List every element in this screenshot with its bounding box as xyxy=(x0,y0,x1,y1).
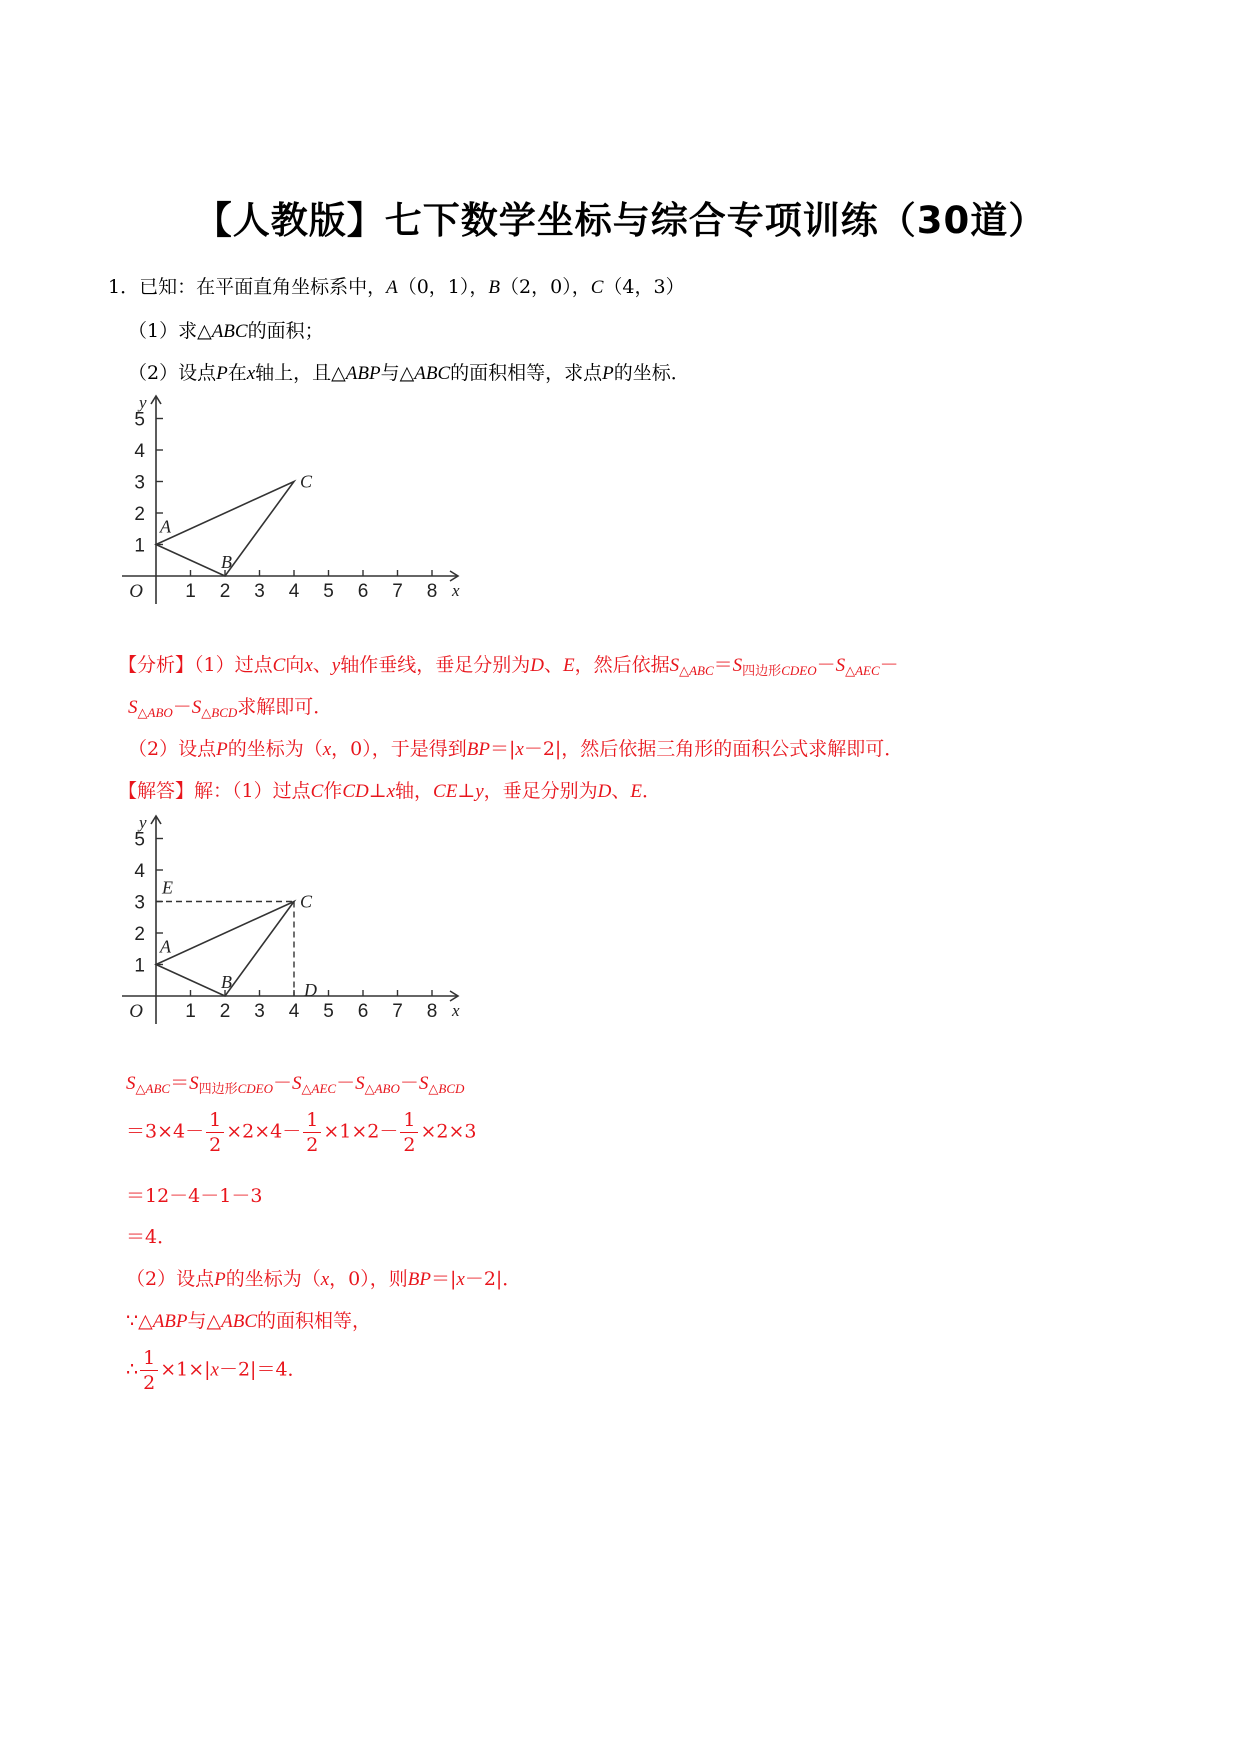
coordinate-figure-1 xyxy=(118,390,478,612)
page-title: 【人教版】七下数学坐标与综合专项训练（30道） xyxy=(194,199,1047,242)
problem-stem: 1．已知：在平面直角坐标系中，A（0，1），B（2，0），C（4，3） xyxy=(108,276,685,298)
origin-label: O xyxy=(129,1001,143,1022)
x-tick-label: 6 xyxy=(357,1001,369,1022)
x-tick-label: 3 xyxy=(254,581,265,602)
point-label-a: A xyxy=(160,936,171,957)
y-tick-label: 4 xyxy=(134,861,145,882)
x-tick-label: 7 xyxy=(392,1001,403,1022)
fraction: $\frac{1}{2}$ xyxy=(140,1346,158,1395)
x-tick-label: 2 xyxy=(219,1001,231,1022)
point-label-b: B xyxy=(221,552,232,572)
point-label-a: A xyxy=(160,516,171,537)
y-tick-label: 4 xyxy=(134,441,145,462)
question-2: （2）设点P在x轴上，且△ABP与△ABC的面积相等，求点P的坐标． xyxy=(128,362,690,384)
x-tick-label: 1 xyxy=(185,1001,196,1022)
x-tick-label: 8 xyxy=(426,581,438,602)
analysis-line-3: （2）设点P的坐标为（x，0），于是得到BP＝|x－2|，然后依据三角形的面积公式求解即可． xyxy=(128,738,904,760)
fraction: $\frac{1}{2}$ xyxy=(400,1108,418,1157)
x-tick-label: 1 xyxy=(185,581,196,602)
equation-result: ＝4． xyxy=(126,1226,177,1248)
y-tick-label: 2 xyxy=(134,504,145,525)
x-tick-label: 4 xyxy=(288,1001,300,1022)
equation-simplified: ＝12－4－1－3 xyxy=(126,1185,263,1207)
point-label-b: B xyxy=(221,972,232,992)
x-tick-label: 6 xyxy=(357,581,369,602)
analysis-line-1: 【分析】（1）过点C向x、y轴作垂线，垂足分别为D、E，然后依据$S_{\triangle ABC}=S_{四边形CDEO}-S_{\triangle AEC}-$ xyxy=(118,654,899,679)
y-tick-label: 5 xyxy=(134,409,145,431)
fraction: $\frac{1}{2}$ xyxy=(303,1108,321,1157)
x-tick-label: 7 xyxy=(392,581,403,602)
x-tick-label: 5 xyxy=(323,1001,334,1022)
point-label-d: D xyxy=(304,980,317,1000)
x-axis-label: x xyxy=(452,581,460,600)
equation-numeric: ＝3×4－ $\frac{1}{2}$ ×2×4－ $\frac{1}{2}$ ×1×2－ $\frac{1}{2}$ ×2×3 xyxy=(126,1109,477,1156)
x-tick-label: 3 xyxy=(254,1001,265,1022)
therefore-line: ∴ $\frac{1}{2}$ ×1×|x－2|＝4． xyxy=(126,1347,307,1394)
point-label-c: C xyxy=(300,891,313,912)
x-axis-label: x xyxy=(452,1001,460,1020)
because-line: ∵△ABP与△ABC的面积相等， xyxy=(126,1310,372,1332)
x-tick-label: 4 xyxy=(288,581,300,602)
x-tick-label: 2 xyxy=(219,581,231,602)
y-tick-label: 1 xyxy=(134,955,145,977)
x-tick-label: 5 xyxy=(323,581,334,602)
analysis-line-2: $S_{\triangle ABO}-S_{\triangle BCD}$求解即可． xyxy=(128,696,333,720)
point-label-c: C xyxy=(300,471,313,492)
y-axis-label: y xyxy=(139,813,147,832)
y-tick-label: 1 xyxy=(134,535,145,557)
solution-line-1: 【解答】解：（1）过点C作CD⊥x轴，CE⊥y，垂足分别为D、E． xyxy=(118,780,662,802)
origin-label: O xyxy=(129,581,143,602)
axes xyxy=(122,816,458,1024)
y-tick-label: 5 xyxy=(134,829,145,851)
x-tick-label: 8 xyxy=(426,1001,438,1022)
equation-area-decomposition: $S_{\triangle ABC}=S_{四边形CDEO}-S_{\triangle AEC}-S_{\triangle ABO}-S_{\triangle BCD}$ xyxy=(126,1072,465,1097)
question-1: （1）求△ABC的面积； xyxy=(128,320,324,342)
axes xyxy=(122,396,458,604)
y-tick-label: 3 xyxy=(134,472,145,494)
point-label-e: E xyxy=(162,877,173,898)
solution-part-2: （2）设点P的坐标为（x，0），则BP＝|x－2|． xyxy=(126,1268,522,1290)
fraction: $\frac{1}{2}$ xyxy=(206,1108,224,1157)
y-axis-label: y xyxy=(139,393,147,412)
y-tick-label: 3 xyxy=(134,892,145,914)
coordinate-figure-2 xyxy=(118,810,478,1032)
y-tick-label: 2 xyxy=(134,924,145,945)
